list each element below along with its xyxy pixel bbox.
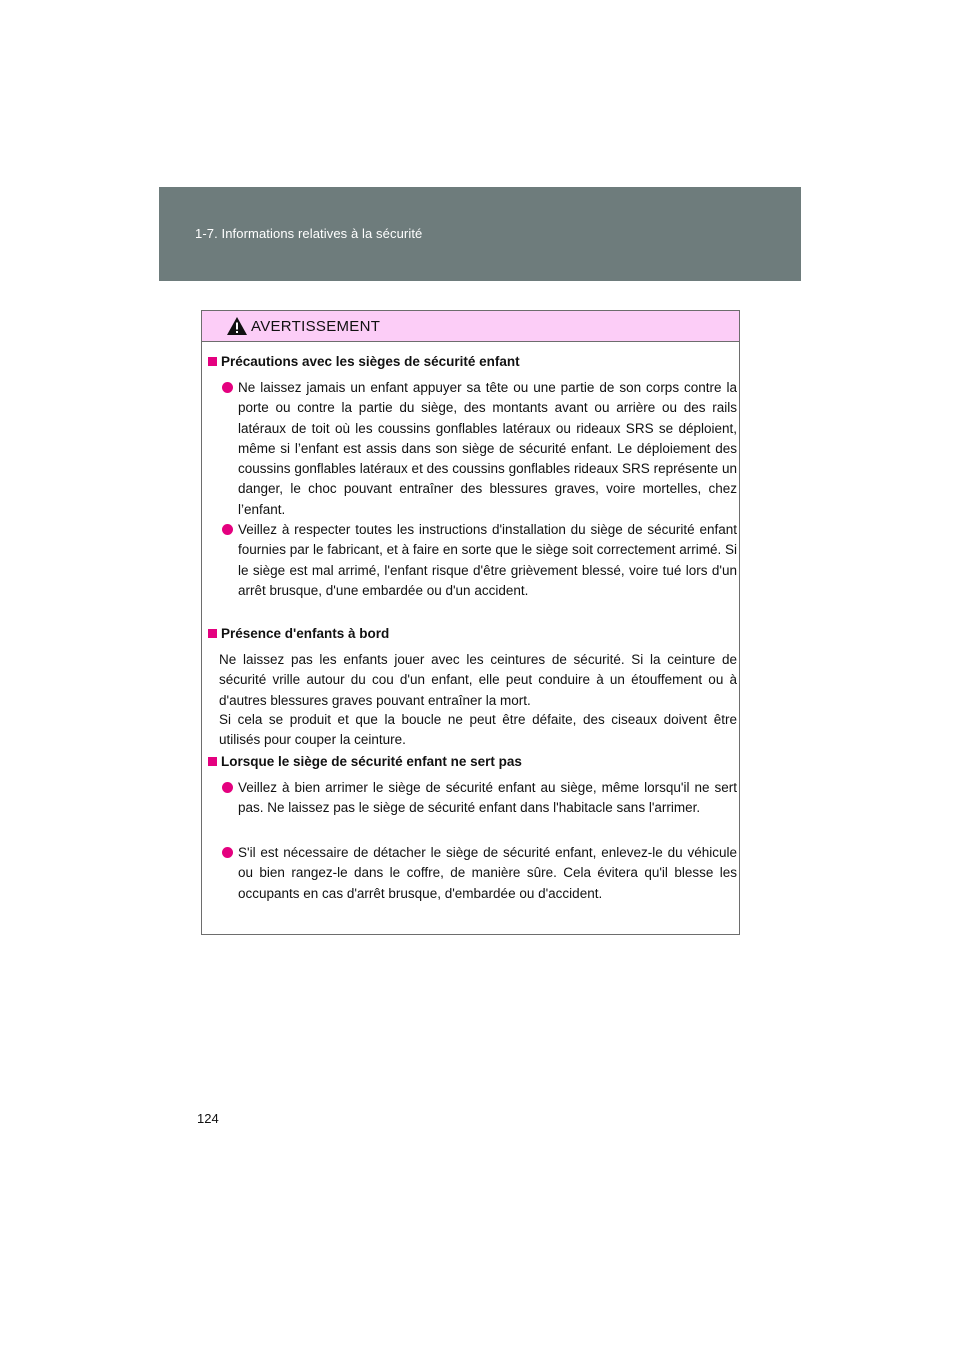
section-heading-text: Lorsque le siège de sécurité enfant ne sert pas	[221, 754, 522, 769]
round-bullet-icon	[222, 847, 233, 858]
bullet-text: S'il est nécessaire de détacher le siège de sécurité enfant, enlevez-le du véhicule ou bien rangez-le dans le coffre, de manière sûre. Cela évitera qu'il blesse les occupants en cas d'arrêt brusque, d'embardée ou d'accident.	[238, 845, 737, 901]
paragraph: Si cela se produit et que la boucle ne peut être défaite, des ciseaux doivent être utilisés pour couper la ceinture.	[219, 712, 737, 748]
square-bullet-icon	[208, 629, 217, 638]
square-bullet-icon	[208, 357, 217, 366]
page-number: 124	[197, 1111, 219, 1126]
square-bullet-icon	[208, 757, 217, 766]
warning-header	[202, 311, 739, 342]
round-bullet-icon	[222, 382, 233, 393]
section-heading-seat-not-in-use	[208, 754, 522, 769]
warning-triangle-icon	[226, 316, 248, 336]
section-header-band	[159, 187, 801, 281]
warning-box	[201, 310, 740, 935]
paragraph: Ne laissez pas les enfants jouer avec les ceintures de sécurité. Si la ceinture de sécurité vrille autour du cou d'un enfant, elle peut conduire à un étouffement ou à d'autres blessures graves pouvant entraîner la mort.	[219, 652, 737, 708]
round-bullet-icon	[222, 782, 233, 793]
section-title: 1-7. Informations relatives à la sécurité	[195, 226, 423, 241]
bullet-text: Veillez à respecter toutes les instructions d'installation du siège de sécurité enfant fournies par le fabricant, et à faire en sorte que le siège soit correctement arrimé. Si le siège est mal arrimé, l'enfant risque d'être grièvement blessé, voire tué lors d'un arrêt brusque, d'une embardée ou d'un accident.	[238, 522, 737, 598]
section-heading-child-seat-precautions	[208, 354, 520, 369]
bullet-text: Ne laissez jamais un enfant appuyer sa tête ou une partie de son corps contre la porte ou contre la partie du siège, des montants avant ou arrière ou des rails latéraux de toit où les coussins gonflables latéraux ou rideaux SRS se déploient, même si l’enfant est assis dans son siège de sécurité enfant. Le déploiement des coussins gonflables latéraux et des coussins gonflables rideaux SRS représente un danger, le choc pouvant entraîner des blessures graves, voire mortelles, chez l’enfant.	[238, 380, 737, 517]
section-heading-text: Précautions avec les sièges de sécurité enfant	[221, 354, 520, 369]
section-heading-text: Présence d'enfants à bord	[221, 626, 390, 641]
section-heading-children-on-board	[208, 626, 389, 641]
bullet-text: Veillez à bien arrimer le siège de sécurité enfant au siège, même lorsqu'il ne sert pas. Ne laissez pas le siège de sécurité enfant dans l'habitacle sans l'arrimer.	[238, 780, 737, 816]
warning-title: AVERTISSEMENT	[251, 318, 381, 335]
round-bullet-icon	[222, 524, 233, 535]
